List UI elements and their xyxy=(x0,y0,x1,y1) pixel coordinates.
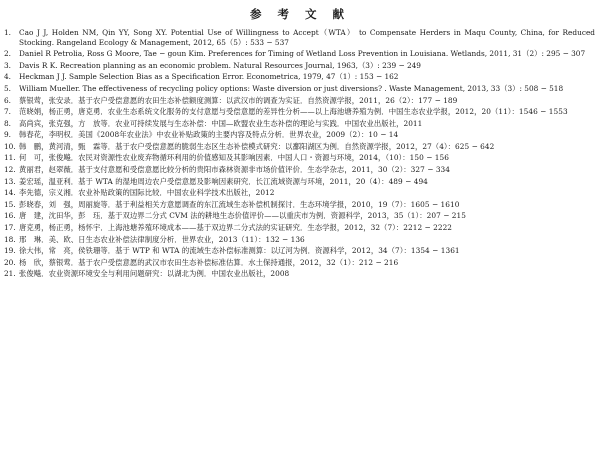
reference-text: Daniel R Petrolia, Ross G Moore, Tae − goun Kim. Preferences for Timing of Wetland Loss Prevention in Louisiana. Wetlands, 2011, 31（2）: 295 − 307 xyxy=(19,49,586,59)
reference-item xyxy=(4,177,596,187)
reference-item xyxy=(4,165,596,175)
reference-number: 5. xyxy=(4,83,12,93)
reference-text: Heckman J J. Sample Selection Bias as a Specification Error. Econometrica, 1979, 47（1）: 153 − 162 xyxy=(19,72,399,82)
reference-item xyxy=(4,188,596,198)
reference-number: 13. xyxy=(4,176,16,186)
reference-item xyxy=(4,107,596,117)
reference-number: 16. xyxy=(4,211,16,221)
reference-number: 20. xyxy=(4,257,16,267)
reference-item xyxy=(4,211,596,221)
reference-item xyxy=(4,235,596,245)
reference-item xyxy=(4,72,596,82)
reference-item xyxy=(4,49,596,59)
reference-list xyxy=(4,28,596,279)
reference-number: 18. xyxy=(4,234,16,244)
reference-number: 1. xyxy=(4,28,12,37)
reference-item xyxy=(4,28,596,47)
reference-item xyxy=(4,246,596,256)
reference-number: 8. xyxy=(4,118,12,128)
reference-number: 9. xyxy=(4,130,12,140)
reference-item xyxy=(4,61,596,71)
reference-text: 高尚宾，张克强，方 放等．农业可持续发展与生态补偿：中国—欧盟农业生态补偿的理论与实践．中国农业出版社，2011 xyxy=(19,118,423,128)
reference-text: 蔡银莺，张安录．基于农户受偿意愿的农田生态补偿额度测算：以武汉市的调查为实证．自然资源学报，2011，26（2）：177 − 189 xyxy=(19,95,458,105)
reference-text: 李先德，宗义湘．农业补贴政策的国际比较．中国农业科学技术出版社，2012 xyxy=(19,188,275,198)
reference-text: 唐克勇，杨正勇，杨怀宇．上海池塘养殖环境成本——基于双边界二分式法的实证研究．生态学报，2012，32（7）：2212 − 2222 xyxy=(19,223,453,233)
reference-number: 3. xyxy=(4,60,12,70)
reference-text: 韩春花，李明权．美国《2008年农业法》中农业补贴政策的主要内容及特点分析．世界农业，2009（2）：10 − 14 xyxy=(19,130,399,140)
reference-text: 何 可，张俊飚．农民对资源性农业废弃物循环利用的价值感知及其影响因素．中国人口・资源与环境，2014，（10）：150 − 156 xyxy=(19,153,449,163)
reference-item xyxy=(4,130,596,140)
reference-item xyxy=(4,200,596,210)
reference-item xyxy=(4,119,596,129)
reference-item xyxy=(4,258,596,268)
reference-number: 11. xyxy=(4,153,16,163)
reference-text: 黄丽君，赵翠薇．基于支付意愿和受偿意愿比较分析的贵阳市森林资源非市场价值评价．生态学杂志，2011，30（2）：327 − 334 xyxy=(19,165,450,175)
reference-text: 唐 建，沈田华，彭 珏．基于双边界二分式 CVM 法的耕地生态价值评价——以重庆市为例．资源科学，2013，35（1）：207 − 215 xyxy=(19,211,466,221)
reference-item xyxy=(4,84,596,94)
reference-text: 姜宏瑶，温亚利．基于 WTA 的湿地周边农户受偿意愿及影响因素研究．长江流域资源与环境，2011，20（4）：489 − 494 xyxy=(19,176,428,186)
reference-number: 14. xyxy=(4,188,16,198)
reference-item xyxy=(4,96,596,106)
reference-item xyxy=(4,142,596,152)
reference-number: 12. xyxy=(4,165,16,175)
reference-number: 6. xyxy=(4,95,12,105)
reference-text: William Mueller. The effectiveness of recycling policy options: Waste diversion or just diversions? . Waste Management, 2013, 33（3）: 508 − 518 xyxy=(19,83,564,93)
reference-number: 2. xyxy=(4,49,12,59)
reference-number: 4. xyxy=(4,72,12,82)
reference-number: 17. xyxy=(4,223,16,233)
reference-item xyxy=(4,153,596,163)
reference-text: 张俊飚．农业资源环境安全与利用问题研究：以湖北为例．中国农业出版社，2008 xyxy=(19,269,290,279)
reference-text: Cao J J, Holden NM, Qin YY, Song XY. Potential Use of Willingness to Accept（WTA） to Compensate Herders in Maqu County, China, for Reduced Stocking. Rangeland Ecology & Management, 2012, 65（5）: 533 − 537 xyxy=(19,28,595,47)
reference-number: 15. xyxy=(4,199,16,209)
reference-item xyxy=(4,269,596,279)
reference-text: 范晓娟，杨正勇，唐克勇．农业生态系统文化服务的支付意愿与受偿意愿的差异性分析——以上海池塘养殖为例．中国生态农业学报，2012，20（11）：1546 − 1553 xyxy=(19,107,568,117)
reference-number: 19. xyxy=(4,246,16,256)
reference-text: 邢 琳．美、欧、日生态农业补偿法律制度分析．世界农业，2013（11）：132 − 136 xyxy=(19,234,305,244)
reference-number: 10. xyxy=(4,141,16,151)
reference-text: 徐大伟，常 亮，侯铁珊等．基于 WTP 和 WTA 的流域生态补偿标准测算：以辽河为例．资源科学，2012，34（7）：1354 − 1361 xyxy=(19,246,460,256)
reference-item xyxy=(4,223,596,233)
reference-number: 7. xyxy=(4,107,12,117)
reference-number: 21. xyxy=(4,269,16,279)
reference-text: Davis R K. Recreation planning as an economic problem. Natural Resources Journal, 1963,（3）: 239 − 249 xyxy=(19,60,421,70)
page-title: 参 考 文 献 xyxy=(249,7,350,21)
reference-text: 杨 欣，蔡银莺．基于农户受偿意愿的武汉市农田生态补偿标准估算．水土保持通报，2012，32（1）：212 − 216 xyxy=(19,257,399,267)
reference-text: 韩 鹏，黄河清，甄 霖等．基于农户受偿意愿的脆弱生态区生态补偿模式研究：以鄱阳湖区为例．自然资源学报，2012，27（4）：625 − 642 xyxy=(19,141,495,151)
reference-text: 彭晓春，刘 强，周丽旋等．基于利益相关方意愿调查的东江流域生态补偿机制探讨．生态环境学报，2010，19（7）：1605 − 1610 xyxy=(19,199,460,209)
